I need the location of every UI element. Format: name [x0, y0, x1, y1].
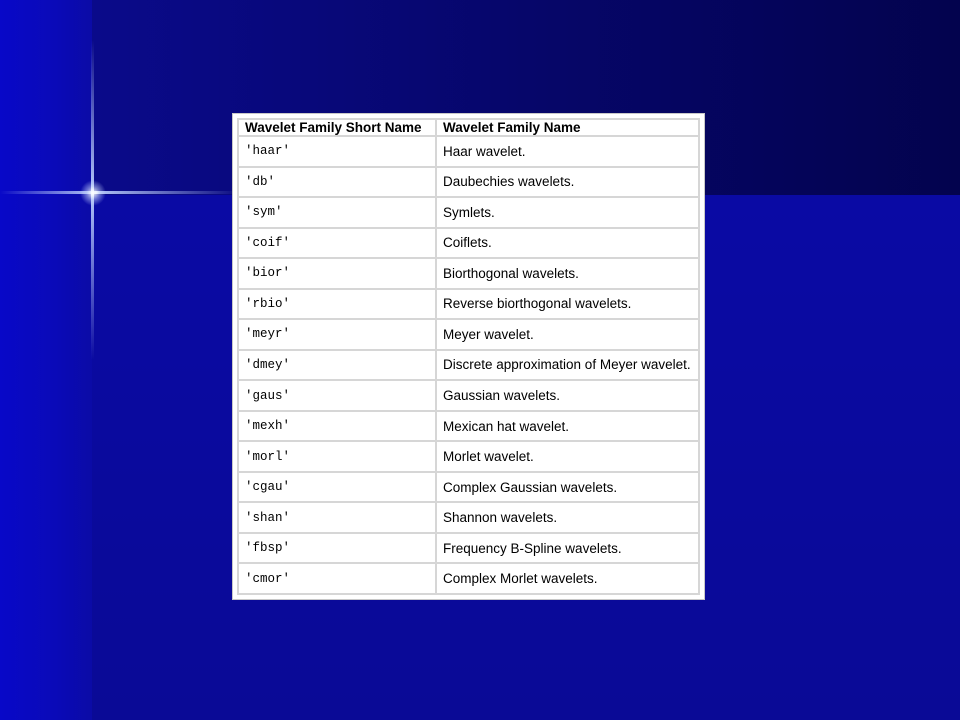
family-name-cell: Gaussian wavelets.: [436, 380, 699, 411]
short-name-cell: 'bior': [238, 258, 436, 289]
short-name-cell: 'mexh': [238, 411, 436, 442]
table-row: [238, 289, 699, 320]
table-row: [238, 472, 699, 503]
family-name-cell: Complex Morlet wavelets.: [436, 563, 699, 594]
family-name-cell: Mexican hat wavelet.: [436, 411, 699, 442]
family-name-cell: Coiflets.: [436, 228, 699, 259]
column-header-short-name: Wavelet Family Short Name: [238, 119, 436, 136]
table-row: [238, 228, 699, 259]
family-name-cell: Complex Gaussian wavelets.: [436, 472, 699, 503]
table-row: [238, 197, 699, 228]
table-row: [238, 136, 699, 167]
short-name-cell: 'db': [238, 167, 436, 198]
short-name-cell: 'shan': [238, 502, 436, 533]
table-row: [238, 411, 699, 442]
wavelet-family-table-container: [232, 113, 705, 600]
family-name-cell: Biorthogonal wavelets.: [436, 258, 699, 289]
sparkle-horizontal-ray: [0, 191, 240, 194]
short-name-cell: 'morl': [238, 441, 436, 472]
short-name-cell: 'haar': [238, 136, 436, 167]
table-row: [238, 441, 699, 472]
table-row: [238, 258, 699, 289]
family-name-cell: Meyer wavelet.: [436, 319, 699, 350]
short-name-cell: 'meyr': [238, 319, 436, 350]
sparkle-icon: [80, 180, 106, 206]
family-name-cell: Shannon wavelets.: [436, 502, 699, 533]
table-row: [238, 167, 699, 198]
short-name-cell: 'sym': [238, 197, 436, 228]
short-name-cell: 'dmey': [238, 350, 436, 381]
short-name-cell: 'gaus': [238, 380, 436, 411]
table-row: [238, 350, 699, 381]
table-row: [238, 380, 699, 411]
short-name-cell: 'cmor': [238, 563, 436, 594]
wavelet-family-table: [237, 118, 700, 595]
family-name-cell: Haar wavelet.: [436, 136, 699, 167]
table-row: [238, 319, 699, 350]
family-name-cell: Daubechies wavelets.: [436, 167, 699, 198]
short-name-cell: 'rbio': [238, 289, 436, 320]
short-name-cell: 'fbsp': [238, 533, 436, 564]
table-header-row: [238, 119, 699, 136]
column-header-family-name: Wavelet Family Name: [436, 119, 699, 136]
family-name-cell: Symlets.: [436, 197, 699, 228]
family-name-cell: Reverse biorthogonal wavelets.: [436, 289, 699, 320]
family-name-cell: Frequency B-Spline wavelets.: [436, 533, 699, 564]
family-name-cell: Morlet wavelet.: [436, 441, 699, 472]
background-left-band: [0, 0, 92, 720]
family-name-cell: Discrete approximation of Meyer wavelet.: [436, 350, 699, 381]
table-row: [238, 502, 699, 533]
table-row: [238, 563, 699, 594]
short-name-cell: 'cgau': [238, 472, 436, 503]
short-name-cell: 'coif': [238, 228, 436, 259]
table-row: [238, 533, 699, 564]
